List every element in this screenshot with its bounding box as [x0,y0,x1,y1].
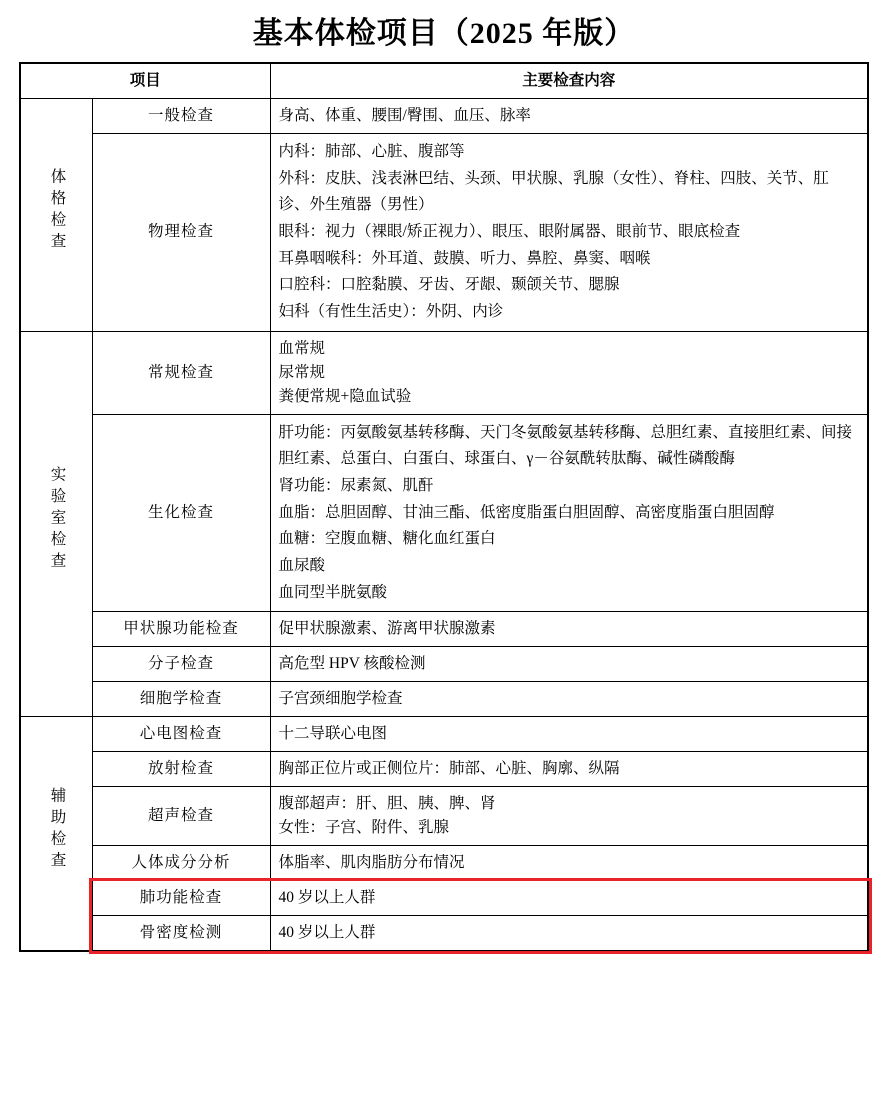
item-label: 生化检查 [92,414,270,612]
item-label: 细胞学检查 [92,682,270,717]
page-title-suffix: （2025 年版） [438,17,636,50]
item-label: 超声检查 [92,787,270,846]
item-label: 放射检查 [92,752,270,787]
table-row [20,846,868,881]
item-content: 内科：肺部、心脏、腹部等 外科：皮肤、浅表淋巴结、头颈、甲状腺、乳腺（女性）、脊柱、四肢、关节、肛诊、外生殖器（男性） 眼科：视力（裸眼/矫正视力）、眼压、眼附属器、眼前节、眼底检查 耳鼻咽喉科：外耳道、鼓膜、听力、鼻腔、鼻窦、咽喉 口腔科：口腔黏膜、牙齿、牙龈、颞颌关节、腮腺 妇科（有性生活史）：外阴、内诊 [270,134,868,332]
item-label: 骨密度检测 [92,916,270,952]
table-row [20,717,868,752]
header-content: 主要检查内容 [270,63,868,99]
item-content: 高危型 HPV 核酸检测 [270,647,868,682]
table-row [20,682,868,717]
table-row-highlighted [20,881,868,916]
item-content: 身高、体重、腰围/臀围、血压、脉率 [270,99,868,134]
group-label-physical: 体格检查 [20,99,92,332]
item-content: 十二导联心电图 [270,717,868,752]
item-content: 肝功能：丙氨酸氨基转移酶、天门冬氨酸氨基转移酶、总胆红素、直接胆红素、间接胆红素、总蛋白、白蛋白、球蛋白、γ－谷氨酰转肽酶、碱性磷酸酶 肾功能：尿素氮、肌酐 血脂：总胆固醇、甘油三酯、低密度脂蛋白胆固醇、高密度脂蛋白胆固醇 血糖：空腹血糖、糖化血红蛋白 血尿酸 血同型半胱氨酸 [270,414,868,612]
header-item: 项目 [20,63,270,99]
item-label: 心电图检查 [92,717,270,752]
item-content: 腹部超声：肝、胆、胰、脾、肾 女性：子宫、附件、乳腺 [270,787,868,846]
item-label: 物理检查 [92,134,270,332]
table-row [20,752,868,787]
table-row [20,99,868,134]
page-title [0,0,888,62]
item-content: 40 岁以上人群 [270,881,868,916]
item-label: 甲状腺功能检查 [92,612,270,647]
item-content: 胸部正位片或正侧位片：肺部、心脏、胸廓、纵隔 [270,752,868,787]
group-label-auxiliary: 辅助检查 [20,717,92,952]
item-label: 分子检查 [92,647,270,682]
item-label: 常规检查 [92,331,270,414]
table-header-row [20,63,868,99]
exam-items-table [19,62,869,952]
item-content: 血常规 尿常规 粪便常规+隐血试验 [270,331,868,414]
item-label: 人体成分分析 [92,846,270,881]
table-row [20,787,868,846]
table-row [20,414,868,612]
item-content: 体脂率、肌肉脂肪分布情况 [270,846,868,881]
item-content: 40 岁以上人群 [270,916,868,952]
table-row [20,134,868,332]
table-row [20,647,868,682]
item-label: 一般检查 [92,99,270,134]
item-label: 肺功能检查 [92,881,270,916]
table-row [20,612,868,647]
item-content: 子宫颈细胞学检查 [270,682,868,717]
table-row-highlighted [20,916,868,952]
page-title-main: 基本体检项目 [252,17,439,50]
group-label-laboratory: 实验室检查 [20,331,92,717]
table-row [20,331,868,414]
item-content: 促甲状腺激素、游离甲状腺激素 [270,612,868,647]
